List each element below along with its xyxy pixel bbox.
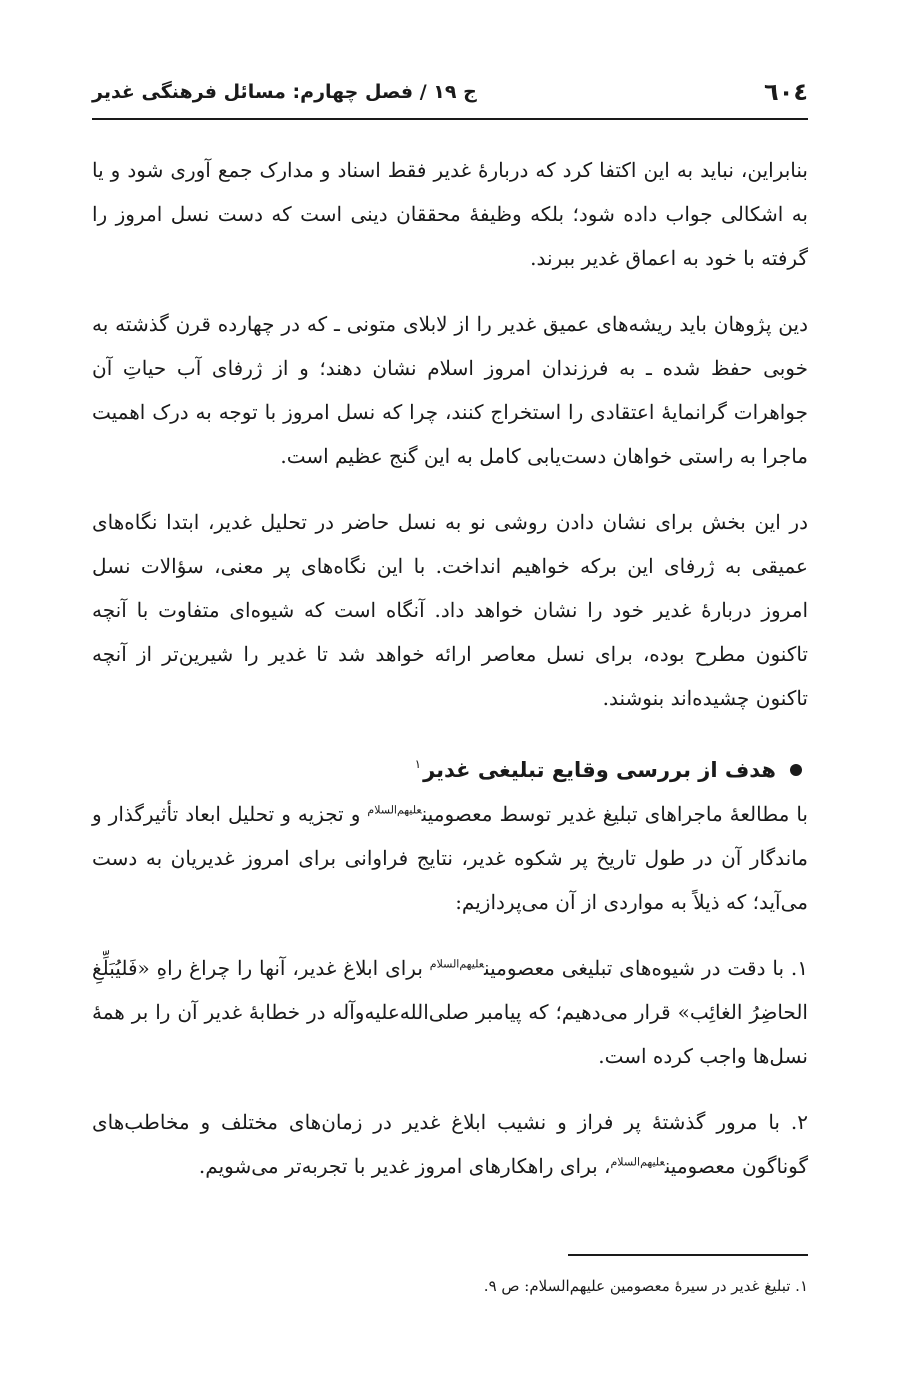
paragraph-text: برای ابلاغ غدیر، آنها را چراغ راهِ «فَلیُبَلِّغِ الحاضِرُ الغائِب» قرار می‌دهیم؛ که پیامبر صلی‌الله‌علیه‌وآله در خطابۀ غدیر آن را بر همۀ نسل‌ها واجب کرده است. bbox=[92, 956, 808, 1068]
paragraph: بنابراین، نباید به این اکتفا کرد که دربارۀ غدیر فقط اسناد و مدارک جمع آوری شود و یا به اشکالی جواب داده شود؛ بلکه وظیفۀ محققان دینی است که دست نسل امروز را گرفته با خود به اعماق غدیر ببرند. bbox=[92, 158, 808, 270]
paragraph: در این بخش برای نشان دادن روشی نو به نسل حاضر در تحلیل غدیر، ابتدا نگاه‌های عمیقی به ژرفای این برکه خواهیم انداخت. با این نگاه‌های پر معنی، سؤالات نسل امروز دربارۀ غدیر خود را نشان خواهد داد. آنگاه است که شیوه‌ای متفاوت با آنچه تاکنون مطرح بوده، برای نسل معاصر ارائه خواهد شد تا غدیر را شیرین‌تر از آنچه تاکنون چشیده‌اند بنوشند. bbox=[92, 510, 808, 710]
paragraph-text: و تجزیه و تحلیل ابعاد تأثیرگذار و ماندگار آن در طول تاریخ پر شکوه غدیر، نتایج فراوانی برای امروز غدیریان به دست می‌آید؛ که ذیلاً به مواردی از آن می‌پردازیم: bbox=[92, 802, 808, 914]
paragraph-text: ، برای راهکارهای امروز غدیر با تجربه‌تر می‌شویم. bbox=[198, 1154, 611, 1178]
paragraph-text: ١. با دقت در شیوه‌های تبلیغی معصومین bbox=[484, 956, 808, 980]
paragraph-text: ٢. با مرور گذشتۀ پر فراز و نشیب ابلاغ غدیر در زمان‌های مختلف و مخاطب‌های گوناگون معصومین bbox=[92, 1110, 808, 1178]
page-number: ٦٠٤ bbox=[764, 78, 808, 106]
paragraph bbox=[92, 1100, 808, 1188]
footnote: ١. تبلیغ غدیر در سیرۀ معصومین علیهم‌السلام: ص ٩. bbox=[483, 1277, 808, 1295]
page bbox=[92, 0, 808, 1390]
page-header bbox=[92, 72, 808, 120]
honorific-mark: علیهم‌السلام bbox=[610, 1155, 665, 1169]
footnote-reference: ١ bbox=[414, 757, 422, 771]
paragraph-text: با مطالعۀ ماجراهای تبلیغ غدیر توسط معصومین bbox=[421, 802, 808, 826]
running-head: ج ١٩ / فصل چهارم: مسائل فرهنگی غدیر bbox=[92, 81, 477, 103]
section-heading-text: هدف از بررسی وقایع تبلیغی غدیر bbox=[423, 758, 776, 782]
honorific-mark: علیهم‌السلام bbox=[367, 803, 422, 817]
paragraph: دین پژوهان باید ریشه‌های عمیق غدیر را از لابلای متونی ـ که در چهارده قرن گذشته به خوبی حفظ شده ـ به فرزندان امروز اسلام نشان دهند؛ و از ژرفای آب حیاتِ آن جواهرات گرانمایۀ اعتقادی را استخراج کنند، چرا که نسل امروز با توجه به درک اهمیت ماجرا به راستی خواهان دست‌یابی کامل به این گنج عظیم است. bbox=[92, 312, 808, 468]
footnote-separator bbox=[568, 1254, 808, 1256]
honorific-mark: علیهم‌السلام bbox=[429, 957, 485, 971]
section-heading bbox=[92, 750, 808, 790]
paragraph bbox=[92, 792, 808, 924]
paragraph bbox=[92, 946, 808, 1078]
body-text bbox=[92, 148, 808, 1210]
bullet-icon bbox=[790, 764, 802, 776]
